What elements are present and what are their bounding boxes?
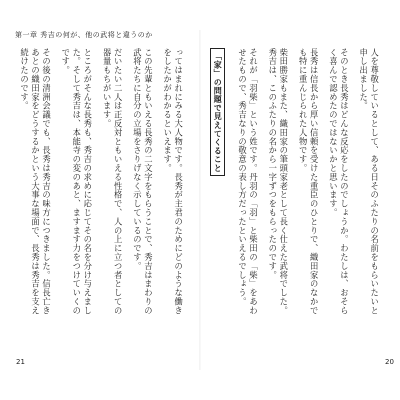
section-heading: 「家」の問題で見えてくること — [210, 48, 225, 176]
paragraph: 長秀は信長から厚い信頼を受けた重臣のひとりで、織田家のなかでも特に重んじられた人物です。 — [298, 48, 320, 315]
left-body-text — [15, 48, 192, 320]
paragraph: ところがそんな長秀も、秀吉の求めに応じてその名を分け与えました。そして秀吉は、本能寺の変のあと、ますます力をつけていくのです。 — [60, 48, 93, 315]
paragraph: そのとき長秀はどんな反応をしたのでしょうか。わたしは、おそらく喜んで認めたのではないかと思います。 — [328, 48, 350, 315]
paragraph: 柴田勝家もまた、織田家の筆頭家老として長く仕えた武将でした。秀吉は、このふたりの名から一字ずつをもらったのです。 — [267, 48, 289, 315]
paragraph: 人を尊敬しているとして、ある日そのふたりの名前をもらいたいと申し出ました。 — [358, 48, 380, 315]
paragraph: だいたい二人は正反対ともいえる性格で、人の上に立つ者としての器量もちがいます。 — [102, 48, 124, 315]
page-number: 20 — [385, 358, 394, 366]
paragraph: ってはまれにみる大人物です。長秀が主君のためにどのような働きをしたかがわかるといえます。 — [162, 48, 184, 315]
running-head: 第一章 秀吉の何が、他の武将と違うのか — [15, 31, 153, 39]
paragraph: この先輩ともいえる長秀の二文字をもらうことで、秀吉はまわりの武将たちに自分の立場をさりげなく示しているのです。 — [132, 48, 154, 315]
right-body-text — [208, 48, 388, 320]
paragraph: それが「羽柴」という姓です。丹羽の「羽」と柴田の「柴」をあわせたもので、秀吉なりの敬意の表し方だったといえるでしょう。 — [237, 48, 259, 315]
paragraph: その後の清洲会議でも、長秀は秀吉の味方につきました。信長亡きあとの織田家をどうするかという大事な場面で、長秀は秀吉を支え続けたのです。 — [19, 48, 52, 315]
page-number: 21 — [16, 358, 25, 366]
